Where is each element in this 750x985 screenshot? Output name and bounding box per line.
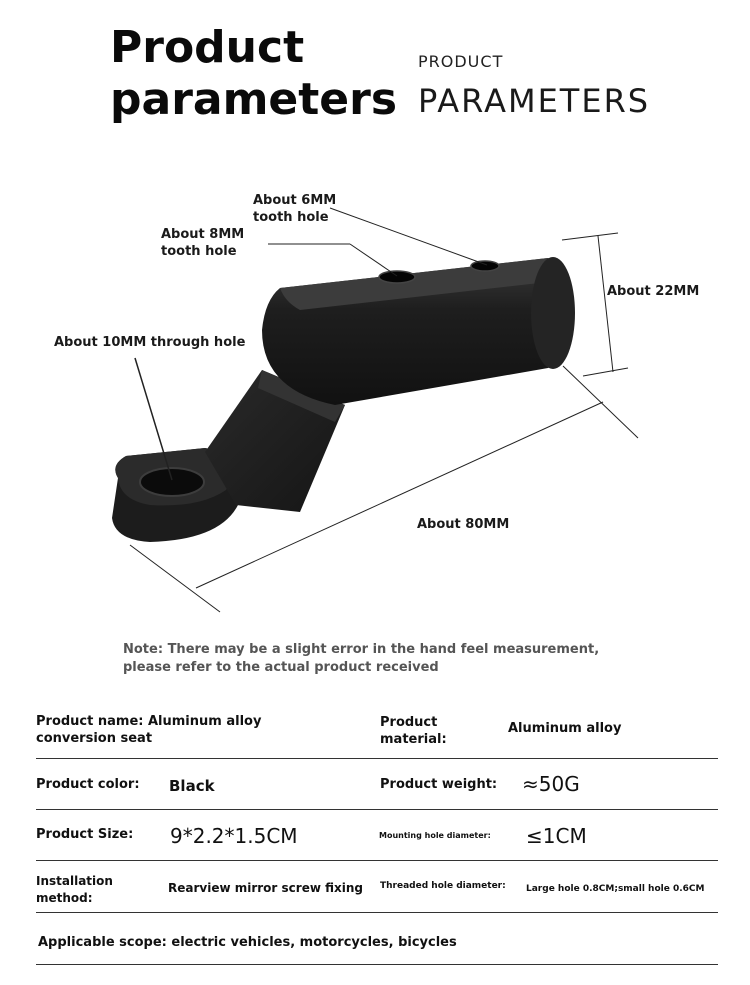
spec-row — [36, 912, 718, 965]
material-label: Product material: — [380, 715, 447, 747]
applicable-scope: Applicable scope: electric vehicles, motorcycles, bicycles — [38, 935, 457, 950]
material-value: Aluminum alloy — [508, 721, 622, 736]
tooth-hole-6mm — [471, 261, 499, 271]
tooth-hole-8mm — [379, 271, 415, 283]
page-subtitle-small: PRODUCT — [418, 52, 504, 71]
page-title — [110, 22, 397, 126]
spec-row — [36, 809, 718, 861]
spec-row — [36, 758, 718, 810]
spec-row — [36, 860, 718, 913]
size-label: Product Size: — [36, 827, 134, 842]
bracket-illustration — [0, 160, 750, 630]
measurement-note: Note: There may be a slight error in the hand feel measurement, please refer to the actual product received — [123, 642, 600, 675]
weight-label: Product weight: — [380, 777, 498, 792]
size-value: 9*2.2*1.5CM — [170, 824, 298, 848]
label-10mm-through-hole: About 10MM through hole — [54, 335, 246, 350]
install-label: Installation method: — [36, 874, 113, 905]
page-title-line1: Product — [110, 22, 305, 73]
label-80mm: About 80MM — [417, 517, 510, 532]
weight-value: ≈50G — [522, 772, 580, 796]
page-title-line2: parameters — [110, 74, 398, 125]
thread-value: Large hole 0.8CM;small hole 0.6CM — [526, 884, 705, 894]
label-22mm: About 22MM — [607, 284, 700, 299]
label-6mm-tooth-hole: About 6MM tooth hole — [253, 193, 337, 225]
mount-label: Mounting hole diameter: — [379, 831, 491, 840]
product-name: Product name: Aluminum alloy conversion seat — [36, 714, 262, 746]
through-hole — [140, 468, 204, 496]
page-subtitle-caps: PARAMETERS — [418, 82, 651, 120]
spec-row — [36, 700, 718, 759]
thread-label: Threaded hole diameter: — [380, 881, 506, 891]
mount-value: ≤1CM — [526, 824, 587, 848]
color-value: Black — [169, 777, 215, 795]
label-8mm-tooth-hole: About 8MM tooth hole — [161, 227, 245, 259]
product-diagram — [0, 160, 750, 630]
color-label: Product color: — [36, 777, 140, 792]
install-value: Rearview mirror screw fixing — [168, 881, 363, 895]
